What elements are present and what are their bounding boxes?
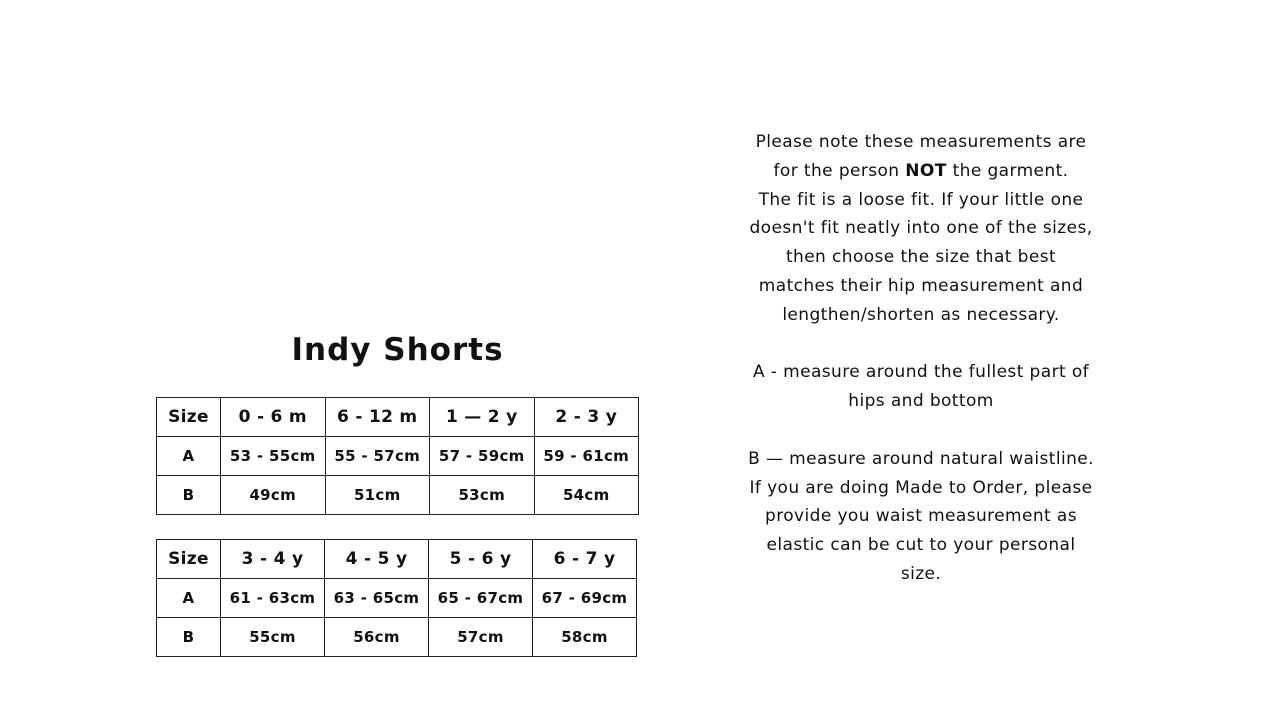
header-cell: Size [157,540,221,579]
notes-line: B — measure around natural waistline. [748,448,1094,469]
notes-line: doesn't fit neatly into one of the sizes, [749,218,1093,239]
header-cell: 3 - 4 y [221,540,325,579]
table-cell: A [157,579,221,618]
header-cell: 2 - 3 y [534,398,639,437]
table-cell: B [157,476,221,515]
page-title: Indy Shorts [291,332,504,368]
notes-line: lengthen/shorten as necessary. [782,304,1060,325]
header-cell: Size [157,398,221,437]
table-cell: 54cm [534,476,639,515]
table-cell: 65 - 67cm [429,579,533,618]
table-row [157,437,639,476]
notes-text: the garment. [946,160,1069,181]
notes-line: then choose the size that best [785,247,1057,268]
table-cell: 53 - 55cm [221,437,326,476]
header-cell: 6 - 7 y [533,540,637,579]
notes-line: provide you waist measurement as [765,506,1077,527]
table-cell: 57 - 59cm [430,437,535,476]
header-cell: 6 - 12 m [325,398,430,437]
header-cell: 1 — 2 y [430,398,535,437]
notes-line [722,157,1120,186]
table-row [157,618,637,657]
spacer [722,416,1120,445]
header-cell: 4 - 5 y [325,540,429,579]
table-cell: 49cm [221,476,326,515]
header-cell: 5 - 6 y [429,540,533,579]
table-cell: 59 - 61cm [534,437,639,476]
notes-line: A - measure around the fullest part of [752,362,1090,383]
table-cell: 58cm [533,618,637,657]
size-table-2 [156,539,637,657]
size-table-1 [156,397,639,515]
notes-line: size. [900,563,942,584]
table-cell: 55 - 57cm [325,437,430,476]
notes-text: for the person [773,160,906,181]
table-cell: 67 - 69cm [533,579,637,618]
table-cell: 51cm [325,476,430,515]
notes-line: The fit is a loose fit. If your little one [758,189,1084,210]
table-cell: 61 - 63cm [221,579,325,618]
table-row [157,579,637,618]
notes-line: matches their hip measurement and [758,275,1084,296]
table-row [157,476,639,515]
table-cell: B [157,618,221,657]
notes-emphasis: NOT [905,160,947,181]
notes-line: If you are doing Made to Order, please [749,477,1093,498]
table-cell: 57cm [429,618,533,657]
measurement-notes [722,128,1120,589]
table-cell: 55cm [221,618,325,657]
notes-line: hips and bottom [848,391,994,412]
table-cell: 53cm [430,476,535,515]
table-header-row [157,398,639,437]
notes-line: elastic can be cut to your personal [766,535,1076,556]
table-header-row [157,540,637,579]
spacer [722,330,1120,359]
table-cell: 56cm [325,618,429,657]
table-cell: 63 - 65cm [325,579,429,618]
header-cell: 0 - 6 m [221,398,326,437]
notes-line: Please note these measurements are [755,132,1087,152]
table-cell: A [157,437,221,476]
